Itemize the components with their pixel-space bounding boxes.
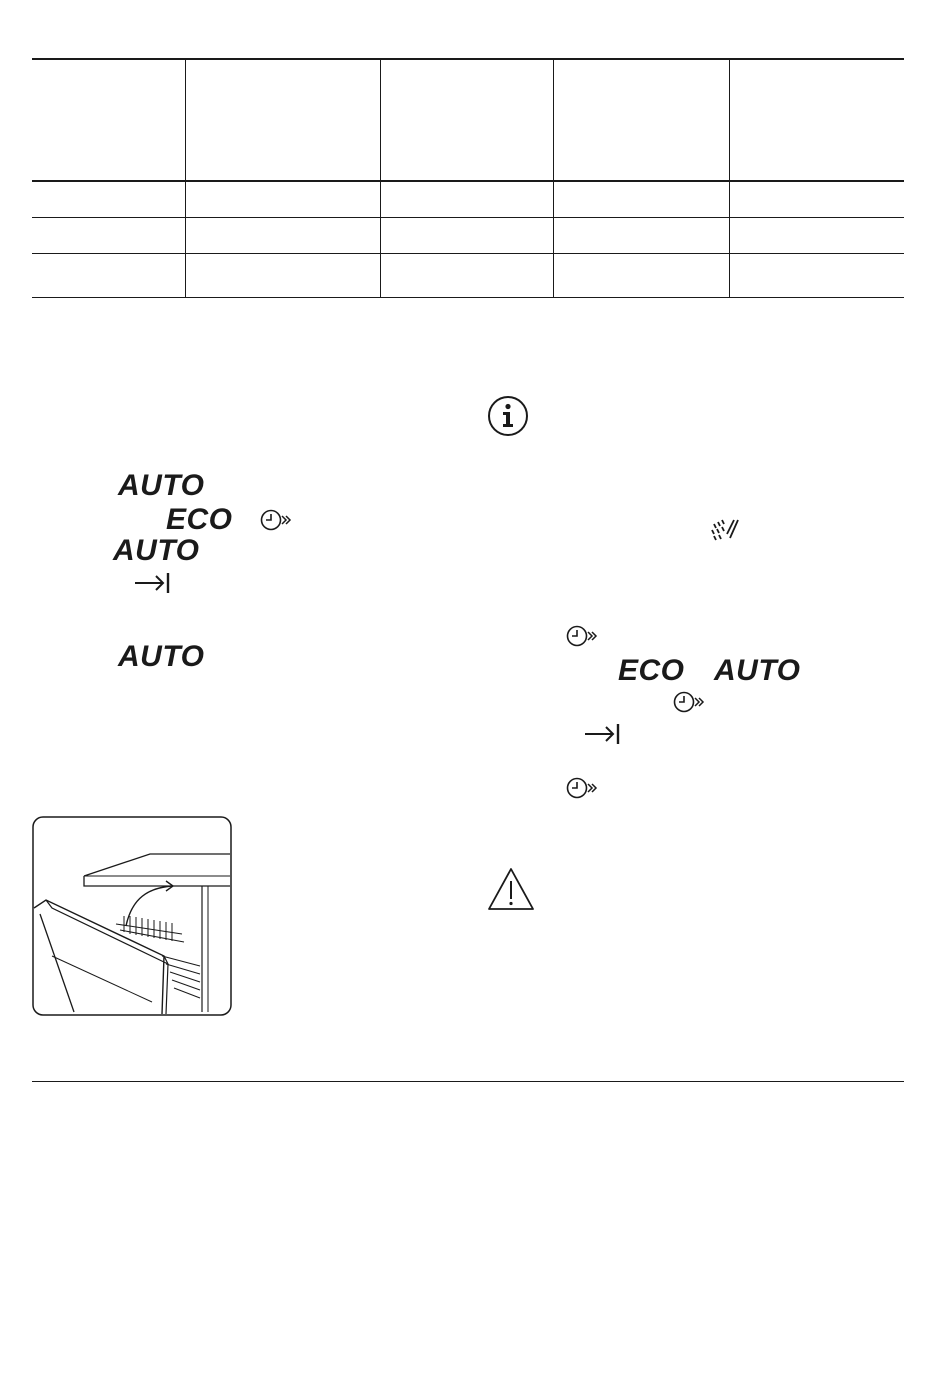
delay-start-icon [260, 507, 296, 533]
end-arrow-icon [583, 722, 623, 746]
table-column-divider [553, 59, 554, 298]
auto-logo: AUTO [714, 654, 801, 687]
info-icon [487, 395, 529, 437]
table-row-divider [32, 217, 904, 218]
footer-divider [32, 1081, 904, 1082]
warning-icon [486, 866, 536, 912]
table-column-divider [185, 59, 186, 298]
table-column-divider [380, 59, 381, 298]
delay-start-icon [566, 775, 602, 801]
table-row-divider [32, 253, 904, 254]
table-header-border [32, 180, 904, 182]
delay-start-icon [566, 623, 602, 649]
end-arrow-icon [133, 571, 173, 595]
dishwasher-door-illustration [32, 816, 232, 1016]
auto-logo: AUTO [113, 534, 200, 567]
auto-logo: AUTO [118, 469, 205, 502]
eco-logo: ECO [618, 654, 685, 687]
table-bottom-border [32, 297, 904, 298]
rinse-aid-icon [708, 516, 744, 546]
table-column-divider [729, 59, 730, 298]
eco-logo: ECO [166, 503, 233, 536]
table-top-border [32, 58, 904, 60]
delay-start-icon [673, 689, 709, 715]
auto-logo: AUTO [118, 640, 205, 673]
